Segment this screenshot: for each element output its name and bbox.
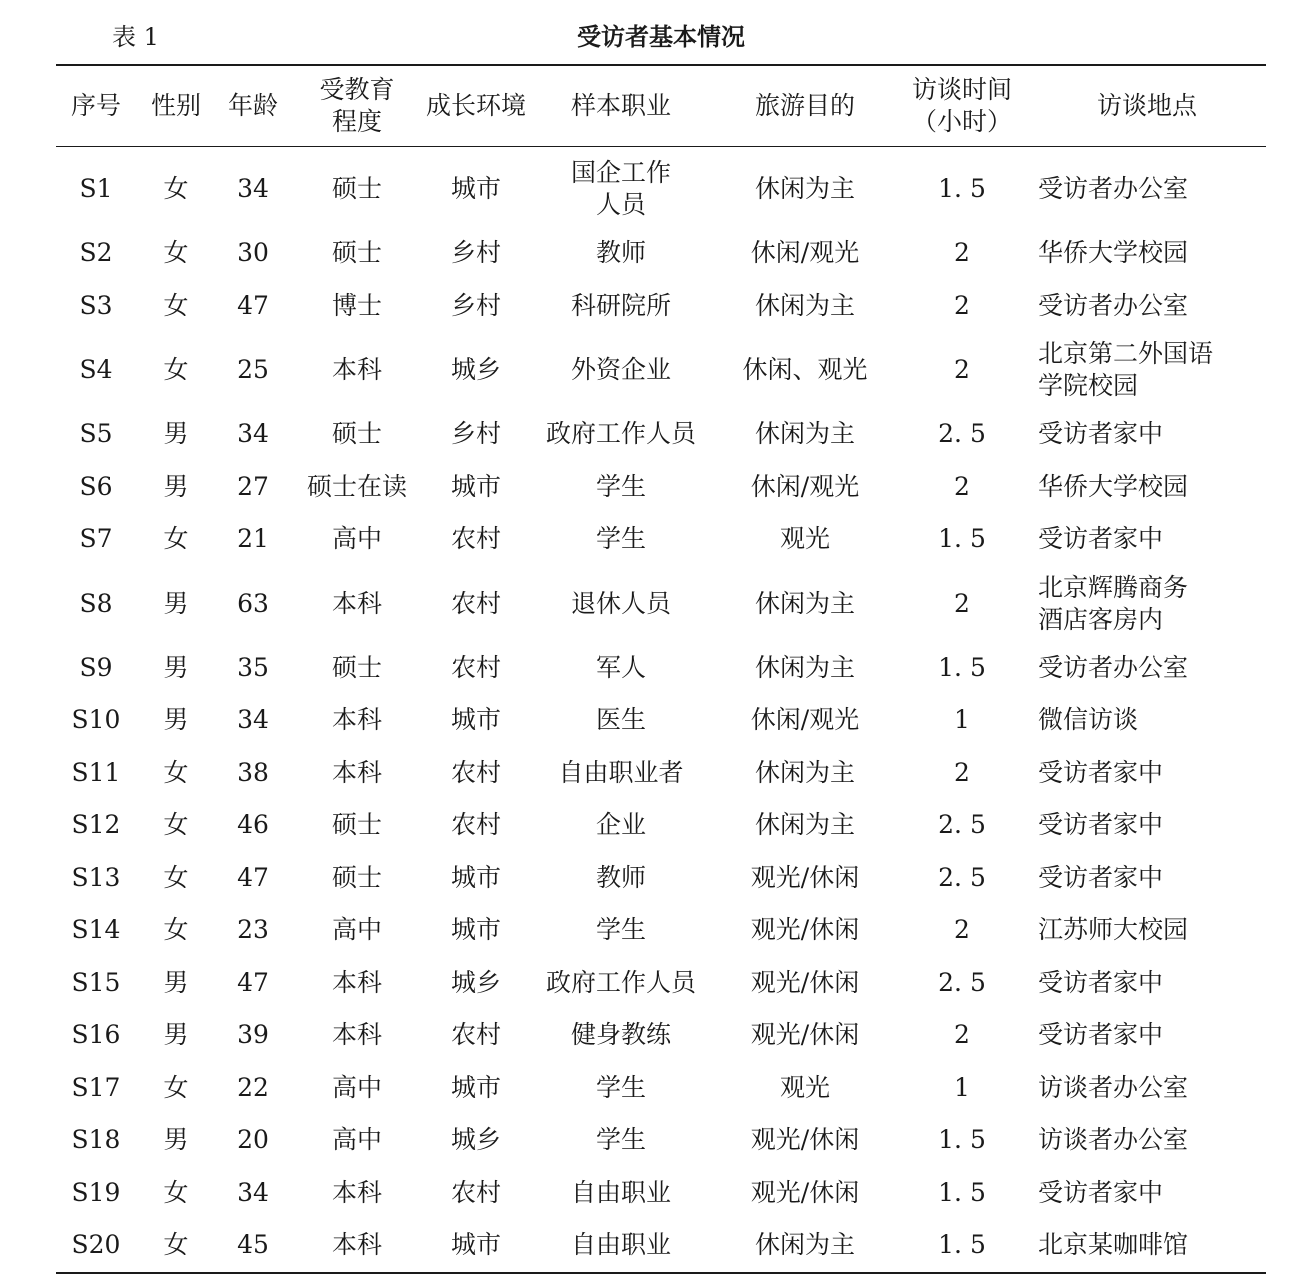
cell-col-age: 22 bbox=[237, 1072, 269, 1102]
cell-col-purpose: 休闲为主 bbox=[754, 757, 855, 787]
cell-col-occupation: 自由职业 bbox=[570, 1230, 671, 1260]
table-row bbox=[56, 747, 1266, 800]
cell-col-education: 硕士 bbox=[331, 238, 382, 268]
cell-col-gender: 男 bbox=[163, 419, 189, 449]
cell-col-occupation: 健身教练 bbox=[570, 1020, 671, 1050]
cell-col-education: 硕士 bbox=[331, 810, 382, 840]
cell-col-occupation: 政府工作人员 bbox=[545, 419, 696, 449]
cell-col-age: 25 bbox=[237, 355, 269, 384]
cell-col-age: 34 bbox=[237, 419, 269, 449]
table-row bbox=[56, 642, 1266, 695]
table-row bbox=[56, 1219, 1266, 1273]
cell-col-gender: 女 bbox=[163, 524, 189, 554]
cell-col-id: S10 bbox=[71, 705, 121, 735]
cell-col-location: 华侨大学校园 bbox=[1038, 471, 1189, 501]
table-row bbox=[56, 461, 1266, 514]
cell-col-location: 北京某咖啡馆 bbox=[1038, 1230, 1189, 1260]
cell-col-gender: 男 bbox=[163, 705, 189, 735]
cell-col-occupation: 学生 bbox=[595, 524, 646, 554]
cell-col-purpose: 休闲/观光 bbox=[750, 705, 860, 735]
cell-col-duration: 2. 5 bbox=[938, 967, 986, 997]
cell-col-duration: 1. 5 bbox=[938, 1125, 986, 1155]
cell-col-duration: 1 bbox=[954, 1072, 970, 1102]
cell-col-id: S12 bbox=[71, 810, 121, 840]
cell-col-age: 47 bbox=[237, 862, 269, 892]
cell-col-environment: 城市 bbox=[450, 915, 501, 945]
cell-col-occupation: 自由职业者 bbox=[558, 757, 684, 787]
cell-col-environment: 农村 bbox=[450, 1177, 501, 1207]
cell-col-education: 硕士在读 bbox=[306, 471, 407, 501]
cell-col-gender: 女 bbox=[163, 1072, 189, 1102]
cell-col-id: S14 bbox=[71, 915, 121, 945]
header-col-environment: 成长环境 bbox=[425, 91, 526, 120]
cell-col-location: 受访者家中 bbox=[1038, 1020, 1164, 1050]
cell-col-gender: 男 bbox=[163, 471, 189, 501]
cell-col-occupation: 教师 bbox=[595, 238, 646, 268]
cell-col-education: 本科 bbox=[331, 1177, 382, 1207]
table-row bbox=[56, 1114, 1266, 1167]
header-col-education: 受教育 程度 bbox=[319, 75, 395, 136]
table-row bbox=[56, 227, 1266, 280]
cell-col-education: 本科 bbox=[331, 1230, 382, 1260]
cell-col-gender: 女 bbox=[163, 1177, 189, 1207]
cell-col-purpose: 观光 bbox=[779, 524, 830, 554]
cell-col-id: S3 bbox=[79, 290, 113, 320]
cell-col-duration: 2. 5 bbox=[938, 862, 986, 892]
cell-col-purpose: 观光/休闲 bbox=[750, 967, 860, 997]
cell-col-occupation: 自由职业 bbox=[570, 1177, 671, 1207]
cell-col-id: S19 bbox=[71, 1177, 121, 1207]
cell-col-purpose: 休闲/观光 bbox=[750, 471, 860, 501]
table-row bbox=[56, 904, 1266, 957]
table-row bbox=[56, 332, 1266, 408]
table-row bbox=[56, 1062, 1266, 1115]
cell-col-purpose: 休闲为主 bbox=[754, 1230, 855, 1260]
table-row bbox=[56, 957, 1266, 1010]
cell-col-purpose: 休闲为主 bbox=[754, 174, 855, 203]
cell-col-location: 受访者家中 bbox=[1038, 419, 1164, 449]
cell-col-occupation: 国企工作 人员 bbox=[570, 158, 671, 219]
cell-col-environment: 农村 bbox=[450, 588, 501, 618]
cell-col-location: 受访者家中 bbox=[1038, 1177, 1164, 1207]
header-col-id: 序号 bbox=[70, 91, 121, 120]
cell-col-gender: 男 bbox=[163, 652, 189, 682]
cell-col-purpose: 休闲为主 bbox=[754, 290, 855, 320]
cell-col-duration: 1. 5 bbox=[938, 1230, 986, 1260]
cell-col-location: 受访者办公室 bbox=[1038, 290, 1189, 320]
cell-col-age: 47 bbox=[237, 967, 269, 997]
cell-col-environment: 城市 bbox=[450, 1230, 501, 1260]
cell-col-duration: 1 bbox=[954, 705, 970, 735]
cell-col-location: 受访者家中 bbox=[1038, 524, 1164, 554]
cell-col-environment: 农村 bbox=[450, 524, 501, 554]
cell-col-occupation: 外资企业 bbox=[570, 355, 671, 384]
cell-col-id: S1 bbox=[79, 174, 113, 203]
cell-col-location: 受访者办公室 bbox=[1038, 652, 1189, 682]
cell-col-purpose: 观光/休闲 bbox=[750, 1125, 860, 1155]
cell-col-environment: 农村 bbox=[450, 757, 501, 787]
cell-col-purpose: 休闲、观光 bbox=[742, 355, 868, 384]
cell-col-environment: 农村 bbox=[450, 810, 501, 840]
cell-col-occupation: 企业 bbox=[595, 810, 646, 840]
table-row bbox=[56, 852, 1266, 905]
cell-col-occupation: 退休人员 bbox=[570, 588, 671, 618]
header-col-age: 年龄 bbox=[227, 91, 278, 120]
cell-col-occupation: 科研院所 bbox=[570, 290, 671, 320]
cell-col-gender: 男 bbox=[163, 1020, 189, 1050]
cell-col-purpose: 观光/休闲 bbox=[750, 862, 860, 892]
cell-col-age: 21 bbox=[237, 524, 269, 554]
cell-col-environment: 城乡 bbox=[450, 355, 501, 384]
table-row bbox=[56, 799, 1266, 852]
cell-col-education: 本科 bbox=[331, 355, 382, 384]
table-row bbox=[56, 566, 1266, 642]
cell-col-environment: 农村 bbox=[450, 652, 501, 682]
cell-col-duration: 2 bbox=[954, 355, 970, 384]
cell-col-location: 访谈者办公室 bbox=[1038, 1125, 1189, 1155]
cell-col-id: S2 bbox=[79, 238, 113, 268]
cell-col-location: 江苏师大校园 bbox=[1038, 915, 1189, 945]
cell-col-occupation: 学生 bbox=[595, 915, 646, 945]
cell-col-age: 34 bbox=[237, 705, 269, 735]
header-col-location: 访谈地点 bbox=[1096, 91, 1197, 120]
cell-col-id: S18 bbox=[71, 1125, 121, 1155]
header-col-gender: 性别 bbox=[150, 91, 201, 120]
header-col-occupation: 样本职业 bbox=[570, 91, 671, 120]
cell-col-duration: 2. 5 bbox=[938, 419, 986, 449]
cell-col-duration: 1. 5 bbox=[938, 524, 986, 554]
table-body bbox=[56, 147, 1266, 1273]
cell-col-purpose: 观光 bbox=[779, 1072, 830, 1102]
cell-col-gender: 女 bbox=[163, 862, 189, 892]
table-row bbox=[56, 280, 1266, 333]
cell-col-gender: 女 bbox=[163, 915, 189, 945]
cell-col-education: 博士 bbox=[331, 290, 382, 320]
cell-col-purpose: 休闲为主 bbox=[754, 652, 855, 682]
cell-col-id: S20 bbox=[71, 1230, 121, 1260]
cell-col-education: 硕士 bbox=[331, 419, 382, 449]
cell-col-duration: 2 bbox=[954, 290, 970, 320]
cell-col-age: 35 bbox=[237, 652, 269, 682]
cell-col-location: 受访者家中 bbox=[1038, 862, 1164, 892]
cell-col-occupation: 医生 bbox=[595, 705, 646, 735]
table-row bbox=[56, 513, 1266, 566]
table-row bbox=[56, 1009, 1266, 1062]
cell-col-id: S17 bbox=[71, 1072, 121, 1102]
cell-col-environment: 城市 bbox=[450, 1072, 501, 1102]
cell-col-duration: 1. 5 bbox=[938, 652, 986, 682]
respondents-table bbox=[56, 64, 1266, 1274]
cell-col-gender: 女 bbox=[163, 290, 189, 320]
cell-col-purpose: 观光/休闲 bbox=[750, 915, 860, 945]
cell-col-gender: 女 bbox=[163, 1230, 189, 1260]
cell-col-environment: 乡村 bbox=[450, 238, 501, 268]
cell-col-purpose: 休闲为主 bbox=[754, 588, 855, 618]
cell-col-id: S11 bbox=[71, 757, 121, 787]
cell-col-age: 34 bbox=[237, 1177, 269, 1207]
table-row bbox=[56, 694, 1266, 747]
cell-col-location: 受访者办公室 bbox=[1038, 174, 1189, 203]
cell-col-education: 高中 bbox=[331, 1072, 382, 1102]
cell-col-environment: 城市 bbox=[450, 862, 501, 892]
cell-col-gender: 女 bbox=[163, 174, 189, 203]
header-row bbox=[56, 65, 1266, 147]
cell-col-age: 39 bbox=[237, 1020, 269, 1050]
cell-col-location: 受访者家中 bbox=[1038, 757, 1164, 787]
cell-col-duration: 1. 5 bbox=[938, 174, 986, 203]
cell-col-id: S8 bbox=[79, 588, 113, 618]
cell-col-environment: 乡村 bbox=[450, 290, 501, 320]
cell-col-education: 高中 bbox=[331, 524, 382, 554]
header-col-duration: 访谈时间 （小时） bbox=[911, 75, 1012, 136]
cell-col-education: 硕士 bbox=[331, 652, 382, 682]
cell-col-occupation: 军人 bbox=[595, 652, 646, 682]
cell-col-purpose: 休闲为主 bbox=[754, 419, 855, 449]
cell-col-id: S4 bbox=[79, 355, 113, 384]
cell-col-age: 20 bbox=[237, 1125, 269, 1155]
table-row bbox=[56, 147, 1266, 228]
cell-col-occupation: 学生 bbox=[595, 471, 646, 501]
cell-col-gender: 男 bbox=[163, 1125, 189, 1155]
cell-col-age: 34 bbox=[237, 174, 269, 203]
cell-col-location: 北京辉腾商务 酒店客房内 bbox=[1038, 572, 1189, 634]
cell-col-education: 本科 bbox=[331, 967, 382, 997]
cell-col-environment: 城乡 bbox=[450, 967, 501, 997]
cell-col-education: 本科 bbox=[331, 588, 382, 618]
cell-col-id: S9 bbox=[79, 652, 113, 682]
cell-col-gender: 女 bbox=[163, 355, 189, 384]
cell-col-duration: 2 bbox=[954, 588, 970, 618]
cell-col-education: 本科 bbox=[331, 705, 382, 735]
cell-col-education: 高中 bbox=[331, 915, 382, 945]
cell-col-gender: 女 bbox=[163, 757, 189, 787]
cell-col-gender: 女 bbox=[163, 238, 189, 268]
table-label: 表 1 bbox=[112, 23, 159, 51]
cell-col-purpose: 休闲为主 bbox=[754, 810, 855, 840]
cell-col-duration: 2 bbox=[954, 1020, 970, 1050]
table-row bbox=[56, 408, 1266, 461]
cell-col-age: 46 bbox=[237, 810, 269, 840]
cell-col-location: 微信访谈 bbox=[1038, 705, 1139, 735]
cell-col-education: 本科 bbox=[331, 1020, 382, 1050]
cell-col-education: 硕士 bbox=[331, 862, 382, 892]
cell-col-id: S7 bbox=[79, 524, 113, 554]
cell-col-duration: 2. 5 bbox=[938, 810, 986, 840]
cell-col-occupation: 学生 bbox=[595, 1072, 646, 1102]
cell-col-location: 华侨大学校园 bbox=[1038, 238, 1189, 268]
cell-col-education: 高中 bbox=[331, 1125, 382, 1155]
cell-col-environment: 城乡 bbox=[450, 1125, 501, 1155]
cell-col-location: 受访者家中 bbox=[1038, 810, 1164, 840]
cell-col-purpose: 观光/休闲 bbox=[750, 1020, 860, 1050]
cell-col-id: S16 bbox=[71, 1020, 121, 1050]
cell-col-age: 30 bbox=[237, 238, 269, 268]
cell-col-duration: 2 bbox=[954, 915, 970, 945]
cell-col-purpose: 休闲/观光 bbox=[750, 238, 860, 268]
cell-col-environment: 农村 bbox=[450, 1020, 501, 1050]
cell-col-age: 45 bbox=[237, 1230, 269, 1260]
cell-col-location: 北京第二外国语 学院校园 bbox=[1038, 339, 1214, 400]
cell-col-age: 47 bbox=[237, 290, 269, 320]
cell-col-duration: 2 bbox=[954, 757, 970, 787]
cell-col-gender: 男 bbox=[163, 967, 189, 997]
cell-col-location: 受访者家中 bbox=[1038, 967, 1164, 997]
cell-col-environment: 城市 bbox=[450, 705, 501, 735]
cell-col-environment: 城市 bbox=[450, 471, 501, 501]
cell-col-id: S5 bbox=[79, 419, 113, 449]
cell-col-occupation: 学生 bbox=[595, 1125, 646, 1155]
cell-col-occupation: 教师 bbox=[595, 862, 646, 892]
cell-col-duration: 2 bbox=[954, 471, 970, 501]
cell-col-location: 访谈者办公室 bbox=[1038, 1072, 1189, 1102]
cell-col-gender: 男 bbox=[163, 588, 189, 618]
cell-col-id: S13 bbox=[71, 862, 121, 892]
table-row bbox=[56, 1167, 1266, 1220]
header-col-purpose: 旅游目的 bbox=[754, 91, 855, 120]
cell-col-id: S6 bbox=[79, 471, 113, 501]
cell-col-education: 硕士 bbox=[331, 174, 382, 203]
cell-col-duration: 1. 5 bbox=[938, 1177, 986, 1207]
cell-col-age: 38 bbox=[237, 757, 269, 787]
cell-col-age: 23 bbox=[237, 915, 269, 945]
cell-col-environment: 城市 bbox=[450, 174, 501, 203]
cell-col-education: 本科 bbox=[331, 757, 382, 787]
cell-col-occupation: 政府工作人员 bbox=[545, 967, 696, 997]
cell-col-id: S15 bbox=[71, 967, 121, 997]
cell-col-age: 63 bbox=[237, 588, 269, 618]
cell-col-duration: 2 bbox=[954, 238, 970, 268]
table-title: 受访者基本情况 bbox=[577, 23, 745, 51]
cell-col-gender: 女 bbox=[163, 810, 189, 840]
cell-col-purpose: 观光/休闲 bbox=[750, 1177, 860, 1207]
cell-col-environment: 乡村 bbox=[450, 419, 501, 449]
cell-col-age: 27 bbox=[237, 471, 269, 501]
